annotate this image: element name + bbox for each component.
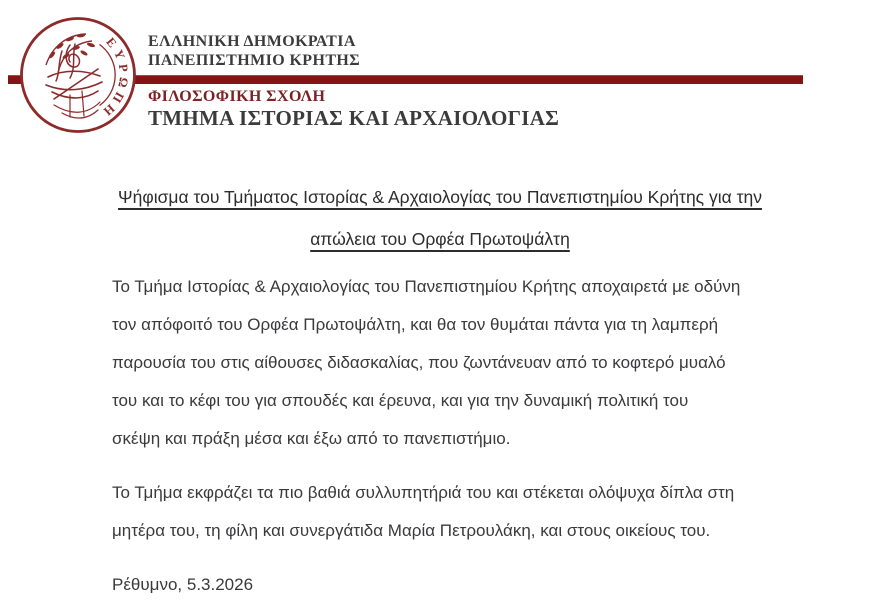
university-line: ΠΑΝΕΠΙΣΤΗΜΙΟ ΚΡΗΤΗΣ <box>148 52 361 69</box>
department-line: ΤΜΗΜΑ ΙΣΤΟΡΙΑΣ ΚΑΙ ΑΡΧΑΙΟΛΟΓΙΑΣ <box>148 106 560 130</box>
school-line: ΦΙΛΟΣΟΦΙΚΗ ΣΧΟΛΗ <box>148 88 326 105</box>
body-line: Το Τμήμα εκφράζει τα πιο βαθιά συλλυπητήριά του και στέκεται ολόψυχα δίπλα στη <box>112 483 735 502</box>
document-title <box>0 176 880 260</box>
university-of-crete-seal-icon <box>18 15 138 135</box>
document-body <box>112 268 812 604</box>
body-line: σκέψη και πράξη μέσα και έξω από το πανεπιστήμιο. <box>112 429 511 448</box>
dateline: Ρέθυμνο, 5.3.2026 <box>112 575 254 594</box>
logo-ring-text: ΕΥΡΩΠΗ <box>97 34 132 122</box>
letterhead-bottom-lines <box>148 87 559 131</box>
body-line: Το Τμήμα Ιστορίας & Αρχαιολογίας του Πανεπιστημίου Κρήτης αποχαιρετά με οδύνη <box>112 277 741 296</box>
body-line: μητέρα του, τη φίλη και συνεργάτιδα Μαρία Πετρουλάκη, και στους οικείους του. <box>112 521 711 540</box>
paragraph-1 <box>112 268 812 458</box>
paragraph-2 <box>112 474 812 550</box>
body-line: του και το κέφι του για σπουδές και έρευνα, και για την δυναμική πολιτική του <box>112 391 689 410</box>
title-line-1: Ψήφισμα του Τμήματος Ιστορίας & Αρχαιολογίας του Πανεπιστημίου Κρήτης για την <box>118 187 762 207</box>
body-line: τον απόφοιτό του Ορφέα Πρωτοψάλτη, και θα τον θυμάται πάντα για τη λαμπερή <box>112 315 719 334</box>
title-line-2: απώλεια του Ορφέα Πρωτοψάλτη <box>310 229 570 249</box>
republic-line: ΕΛΛΗΝΙΚΗ ΔΗΜΟΚΡΑΤΙΑ <box>148 33 356 50</box>
body-line: παρουσία του στις αίθουσες διδασκαλίας, που ζωντάνευαν από το κοφτερό μυαλό <box>112 353 726 372</box>
letterhead-top-lines <box>148 32 360 70</box>
